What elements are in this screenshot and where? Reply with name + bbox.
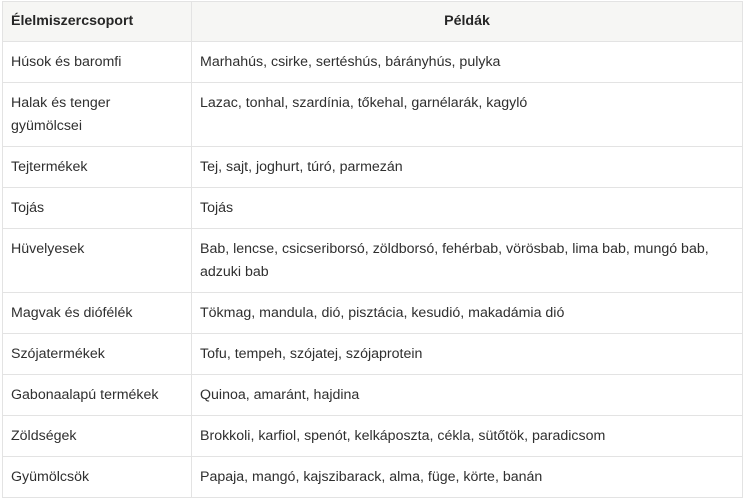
- examples-cell: Tej, sajt, joghurt, túró, parmezán: [192, 147, 743, 188]
- examples-cell: Marhahús, csirke, sertéshús, bárányhús, pulyka: [192, 42, 743, 83]
- table-body: [3, 42, 743, 498]
- examples-cell: Papaja, mangó, kajszibarack, alma, füge, körte, banán: [192, 457, 743, 498]
- table-row: [3, 293, 743, 334]
- column-header-examples: Példák: [192, 2, 743, 42]
- table-row: [3, 188, 743, 229]
- food-group-cell: Húsok és baromfi: [3, 42, 192, 83]
- food-group-cell: Tejtermékek: [3, 147, 192, 188]
- food-group-cell: Tojás: [3, 188, 192, 229]
- examples-cell: Quinoa, amaránt, hajdina: [192, 375, 743, 416]
- table-row: [3, 416, 743, 457]
- examples-cell: Bab, lencse, csicseriborsó, zöldborsó, fehérbab, vörösbab, lima bab, mungó bab, adzuki bab: [192, 229, 743, 293]
- column-header-food-group: Élelmiszercsoport: [3, 2, 192, 42]
- food-group-cell: Szójatermékek: [3, 334, 192, 375]
- food-groups-table: [2, 1, 743, 498]
- food-group-cell: Hüvelyesek: [3, 229, 192, 293]
- food-group-cell: Zöldségek: [3, 416, 192, 457]
- table-row: [3, 457, 743, 498]
- food-group-cell: Halak és tenger gyümölcsei: [3, 83, 192, 147]
- table-header: [3, 2, 743, 42]
- table-row: [3, 229, 743, 293]
- table-row: [3, 83, 743, 147]
- examples-cell: Tojás: [192, 188, 743, 229]
- food-group-cell: Gabonaalapú termékek: [3, 375, 192, 416]
- examples-cell: Tofu, tempeh, szójatej, szójaprotein: [192, 334, 743, 375]
- examples-cell: Tökmag, mandula, dió, pisztácia, kesudió, makadámia dió: [192, 293, 743, 334]
- table-row: [3, 147, 743, 188]
- examples-cell: Brokkoli, karfiol, spenót, kelkáposzta, cékla, sütőtök, paradicsom: [192, 416, 743, 457]
- food-groups-table-container: [2, 1, 742, 498]
- table-row: [3, 375, 743, 416]
- table-header-row: [3, 2, 743, 42]
- table-row: [3, 42, 743, 83]
- food-group-cell: Magvak és diófélék: [3, 293, 192, 334]
- food-group-cell: Gyümölcsök: [3, 457, 192, 498]
- table-row: [3, 334, 743, 375]
- examples-cell: Lazac, tonhal, szardínia, tőkehal, garnélarák, kagyló: [192, 83, 743, 147]
